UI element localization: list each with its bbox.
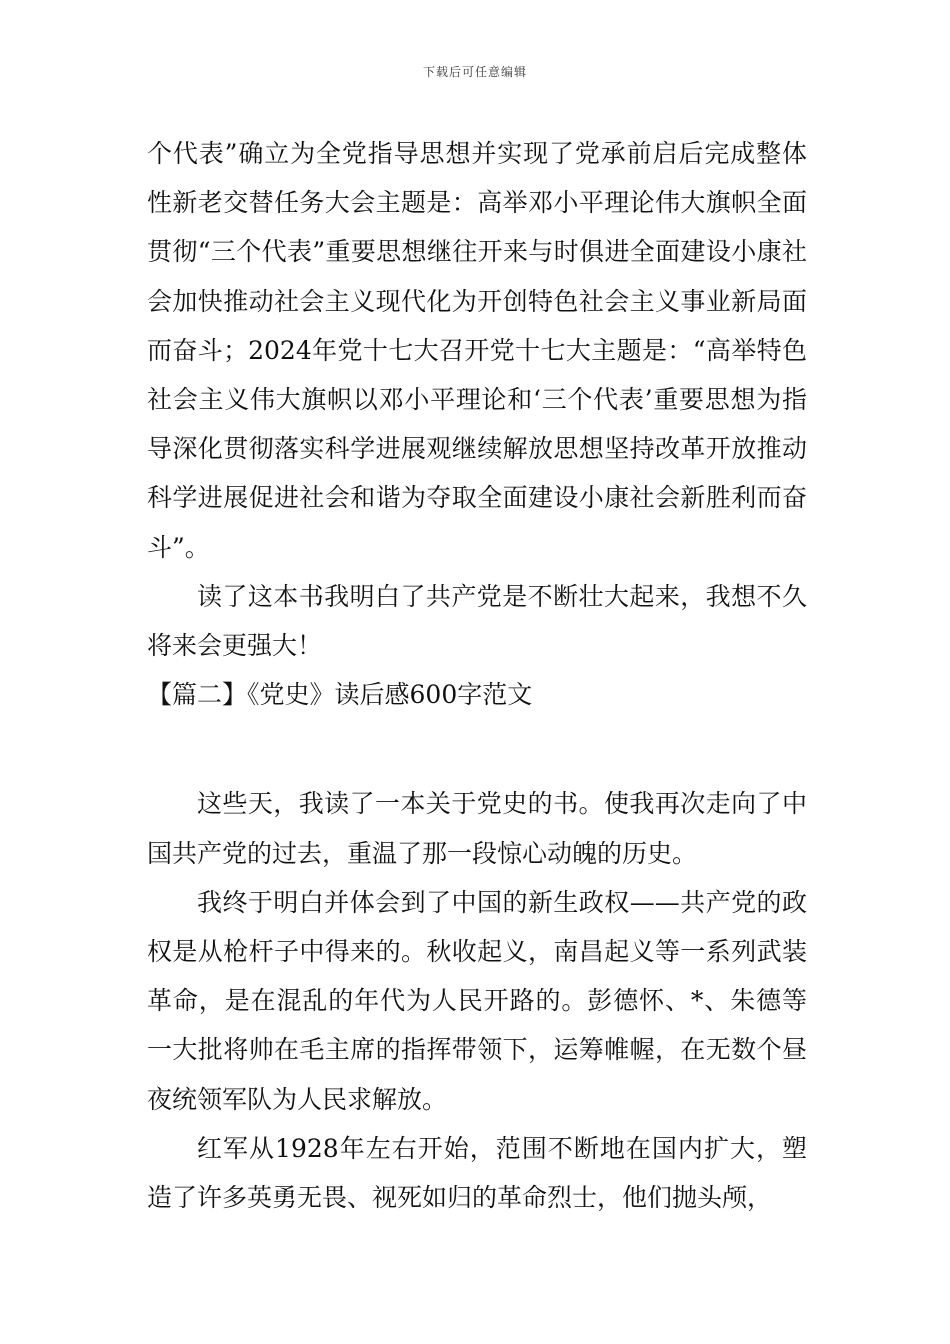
paragraph-intro: 这些天，我读了一本关于党史的书。使我再次走向了中国共产党的过去，重温了那一段惊心动魄的历史。: [147, 789, 807, 868]
page-header: 下载后可任意编辑: [422, 65, 527, 79]
document-body: [147, 129, 807, 1222]
paragraph-continuation: 个代表”确立为全党指导思想并实现了党承前启后完成整体性新老交替任务大会主题是：高举邓小平理论伟大旗帜全面贯彻“三个代表”重要思想继往开来与时俱进全面建设小康社会加快推动社会主义现代化为开创特色社会主义事业新局面而奋斗；2024年党十七大召开党十七大主题是：“高举特色社会主义伟大旗帜以邓小平理论和‘三个代表’重要思想为指导深化贯彻落实科学进展观继续解放思想坚持改革开放推动科学进展促进社会和谐为夺取全面建设小康社会新胜利而奋斗”。: [147, 139, 807, 562]
section-spacer: [147, 719, 807, 779]
paragraph-revolution: 我终于明白并体会到了中国的新生政权——共产党的政权是从枪杆子中得来的。秋收起义，南昌起义等一系列武装革命，是在混乱的年代为人民开路的。彭德怀、*、朱德等一大批将帅在毛主席的指挥带领下，运筹帷幄，在无数个昼夜统领军队为人民求解放。: [147, 887, 807, 1114]
section-heading: 【篇二】《党史》读后感600字范文: [147, 680, 533, 710]
paragraph-red-army: 红军从1928年左右开始，范围不断地在国内扩大，塑造了许多英勇无畏、视死如归的革命烈士，他们抛头颅，: [147, 1133, 807, 1213]
paragraph-conclusion: 读了这本书我明白了共产党是不断壮大起来，我想不久将来会更强大！: [147, 581, 807, 661]
